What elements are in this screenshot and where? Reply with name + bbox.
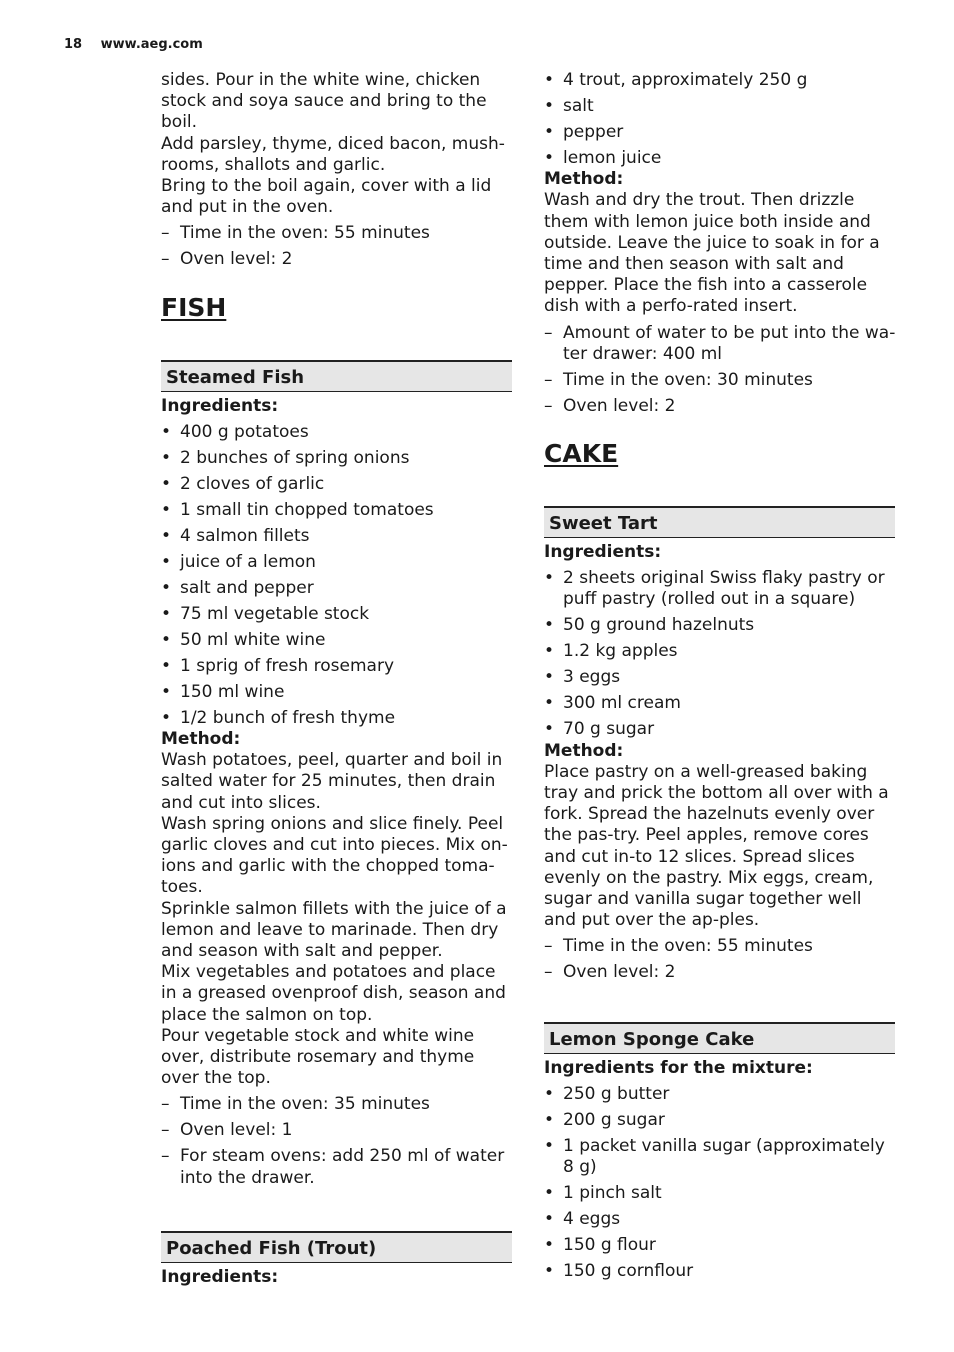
method-paragraph: Wash potatoes, peel, quarter and boil in salted water for 25 minutes, then drain and cut into slices.: [161, 750, 503, 813]
list-item: • 2 cloves of garlic: [161, 474, 513, 495]
list-item: • 1 pinch salt: [544, 1183, 896, 1204]
method-label: Method:: [544, 740, 624, 761]
list-item: • 250 g butter: [544, 1084, 896, 1105]
list-item: • 2 sheets original Swiss flaky pastry or puff pastry (rolled out in a square): [544, 568, 896, 610]
dash-item: – Time in the oven: 35 minutes: [161, 1094, 513, 1115]
dash-item: – Time in the oven: 30 minutes: [544, 370, 896, 391]
ingredients-list: [544, 568, 896, 740]
method-paragraph: Pour vegetable stock and white wine over, distribute rosemary and thyme over the top.: [161, 1025, 475, 1089]
intro-paragraph: Bring to the boil again, cover with a lid and put in the oven.: [161, 176, 492, 218]
method-paragraph: Wash and dry the trout. Then drizzle them with lemon juice both inside and outside. Leave the juice to soak in for a time and then season with salt and pepper. Place the fish into a casserole dish with a perfo-rated insert.: [544, 190, 880, 317]
list-item: • 70 g sugar: [544, 719, 896, 740]
ingredients-list: [161, 422, 513, 729]
dash-item: – For steam ovens: add 250 ml of water into the drawer.: [161, 1146, 513, 1188]
method-label: Method:: [544, 169, 624, 190]
list-item: • 1 small tin chopped tomatoes: [161, 500, 513, 521]
list-item: • 400 g potatoes: [161, 422, 513, 443]
dash-item: – Oven level: 2: [544, 962, 896, 983]
oven-settings: [544, 936, 896, 983]
site-url: www.aeg.com: [100, 37, 203, 52]
method-paragraph: Wash spring onions and slice finely. Peel garlic cloves and cut into pieces. Mix on-ions and garlic with the chopped toma-toes.: [161, 813, 508, 898]
list-item: • 1/2 bunch of fresh thyme: [161, 708, 513, 729]
recipe-title-steamed-fish: Steamed Fish: [161, 360, 512, 392]
method-paragraph: Place pastry on a well-greased baking tray and prick the bottom all over with a fork. Spread the hazelnuts evenly over the pas-try. Peel apples, remove cores and cut in-to 12 slices. Spread slices evenly on the pastry. Mix eggs, cream, sugar and vanilla sugar together well and put over the ap-ples.: [544, 761, 889, 931]
list-item: • 1.2 kg apples: [544, 641, 896, 662]
method-paragraph: Sprinkle salmon fillets with the juice of a lemon and leave to marinade. Then dry and season with salt and pepper.: [161, 898, 507, 962]
list-item: • 300 ml cream: [544, 693, 896, 714]
list-item: • juice of a lemon: [161, 552, 513, 573]
dash-item: – Oven level: 2: [161, 249, 513, 270]
list-item: • 4 trout, approximately 250 g: [544, 70, 896, 91]
ingredients-label: Ingredients for the mixture:: [544, 1057, 813, 1078]
list-item: • salt and pepper: [161, 578, 513, 599]
list-item: • 3 eggs: [544, 667, 896, 688]
list-item: • 1 sprig of fresh rosemary: [161, 656, 513, 677]
intro-oven-settings: [161, 223, 513, 270]
recipe-title-lemon-sponge-cake: Lemon Sponge Cake: [544, 1022, 895, 1054]
method-label: Method:: [161, 729, 241, 750]
list-item: • 150 g cornflour: [544, 1261, 896, 1282]
ingredients-label: Ingredients:: [161, 395, 279, 416]
left-column: [161, 70, 513, 1288]
ingredients-label: Ingredients:: [161, 1266, 279, 1287]
list-item: • 75 ml vegetable stock: [161, 604, 513, 625]
method-paragraph: Mix vegetables and potatoes and place in a greased ovenproof dish, season and place the salmon on top.: [161, 962, 506, 1025]
dash-item: – Time in the oven: 55 minutes: [161, 223, 513, 244]
dash-item: – Amount of water to be put into the wa-ter drawer: 400 ml: [544, 323, 896, 365]
ingredients-list: [544, 1084, 896, 1282]
list-item: • 150 ml wine: [161, 682, 513, 703]
list-item: • salt: [544, 96, 896, 117]
page-number: 18: [64, 37, 83, 52]
list-item: • lemon juice: [544, 148, 896, 169]
list-item: • 50 g ground hazelnuts: [544, 615, 896, 636]
dash-item: – Oven level: 2: [544, 396, 896, 417]
section-title-fish: FISH: [161, 292, 227, 322]
list-item: • 50 ml white wine: [161, 630, 513, 651]
right-column: [544, 70, 896, 1287]
list-item: • 4 salmon fillets: [161, 526, 513, 547]
ingredients-label: Ingredients:: [544, 542, 662, 563]
list-item: • 2 bunches of spring onions: [161, 448, 513, 469]
ingredients-list: [544, 70, 896, 169]
list-item: • 150 g flour: [544, 1235, 896, 1256]
list-item: • 4 eggs: [544, 1209, 896, 1230]
dash-item: – Oven level: 1: [161, 1120, 513, 1141]
recipe-title-sweet-tart: Sweet Tart: [544, 506, 895, 538]
section-title-cake: CAKE: [544, 439, 619, 469]
intro-paragraph: Add parsley, thyme, diced bacon, mush-rooms, shallots and garlic.: [161, 133, 505, 175]
list-item: • pepper: [544, 122, 896, 143]
intro-paragraph: sides. Pour in the white wine, chicken stock and soya sauce and bring to the boil.: [161, 70, 487, 133]
recipe-title-poached-fish: Poached Fish (Trout): [161, 1231, 512, 1263]
oven-settings: [161, 1094, 513, 1188]
list-item: • 200 g sugar: [544, 1110, 896, 1131]
oven-settings: [544, 323, 896, 417]
list-item: • 1 packet vanilla sugar (approximately 8 g): [544, 1136, 896, 1178]
page-header: [64, 37, 203, 52]
dash-item: – Time in the oven: 55 minutes: [544, 936, 896, 957]
